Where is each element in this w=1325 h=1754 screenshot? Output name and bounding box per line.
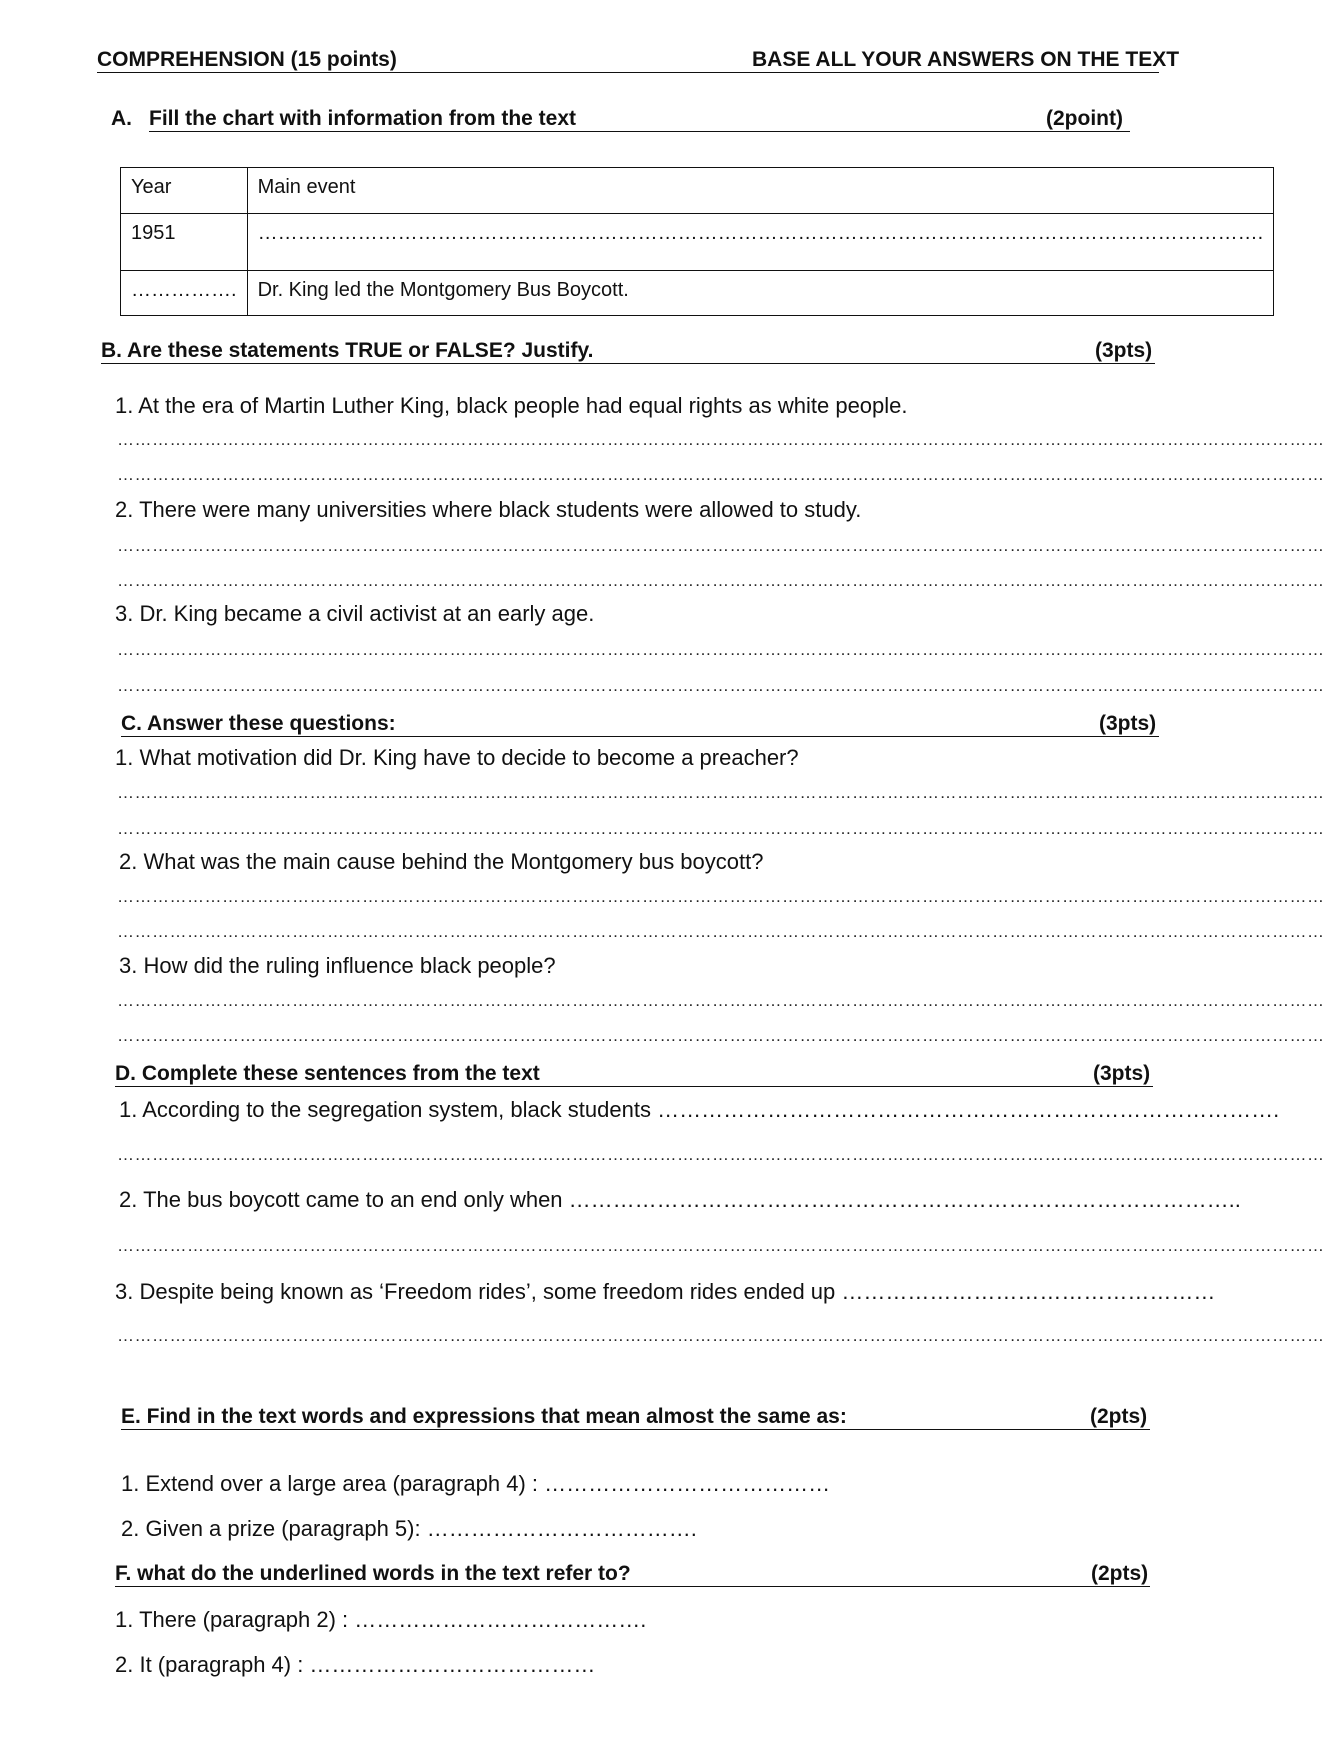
- answer-line[interactable]: ………………………………………………………………………………………………………………………………………………………………………………………: [117, 819, 1325, 838]
- section-b-title: B. Are these statements TRUE or FALSE? Justify.: [101, 339, 594, 362]
- section-f-points: (2pts): [1091, 1562, 1149, 1585]
- answer-line[interactable]: ………………………………………………………………………………………………………………………………………………………………………………………: [117, 1326, 1325, 1345]
- header-left: COMPREHENSION (15 points): [97, 48, 397, 71]
- answer-line[interactable]: ………………………………………………………………………………………………………………………………………………………………………………………: [117, 640, 1325, 659]
- section-f-title: F. what do the underlined words in the text refer to?: [115, 1562, 631, 1585]
- section-b-item-3: 3. Dr. King became a civil activist at an early age.: [115, 601, 595, 626]
- section-b-points: (3pts): [1095, 339, 1153, 362]
- section-e-item-1[interactable]: 1. Extend over a large area (paragraph 4) : …………………………………: [121, 1471, 831, 1496]
- answer-line[interactable]: ………………………………………………………………………………………………………………………………………………………………………………………: [117, 1145, 1325, 1164]
- section-c-underline: [121, 736, 1159, 737]
- section-b-item-2: 2. There were many universities where black students were allowed to study.: [115, 497, 862, 522]
- section-e-item-2[interactable]: 2. Given a prize (paragraph 5): ……………………………….: [121, 1516, 697, 1541]
- answer-line[interactable]: ………………………………………………………………………………………………………………………………………………………………………………………: [117, 1236, 1325, 1255]
- chart-header-event: Main event: [247, 168, 1274, 214]
- chart-table: [120, 167, 1274, 316]
- section-f-item-2[interactable]: 2. It (paragraph 4) : …………………………………: [115, 1652, 596, 1677]
- section-c-item-3: 3. How did the ruling influence black people?: [119, 953, 556, 978]
- section-c-item-1: 1. What motivation did Dr. King have to decide to become a preacher?: [115, 745, 799, 770]
- section-d-item-1[interactable]: 1. According to the segregation system, black students ………………………………………………………………………….: [119, 1097, 1280, 1122]
- section-b-item-1: 1. At the era of Martin Luther King, black people had equal rights as white people.: [115, 393, 908, 418]
- chart-row1-event[interactable]: …………………………………………………………………………………………………………………………………….: [247, 214, 1274, 271]
- section-d-item-3[interactable]: 3. Despite being known as ‘Freedom rides’, some freedom rides ended up ……………………………………………: [115, 1279, 1216, 1304]
- answer-line[interactable]: ………………………………………………………………………………………………………………………………………………………………………………………: [117, 465, 1325, 484]
- section-e-title: E. Find in the text words and expressions that mean almost the same as:: [121, 1405, 847, 1428]
- answer-line[interactable]: ………………………………………………………………………………………………………………………………………………………………………………………: [117, 676, 1325, 695]
- section-b-underline: [101, 363, 1155, 364]
- answer-line[interactable]: ………………………………………………………………………………………………………………………………………………………………………………………: [117, 430, 1325, 449]
- section-d-points: (3pts): [1093, 1062, 1151, 1085]
- answer-line[interactable]: ………………………………………………………………………………………………………………………………………………………………………………………: [117, 922, 1325, 941]
- chart-header-year: Year: [121, 168, 248, 214]
- section-e-underline: [121, 1429, 1150, 1430]
- chart-row1-year: 1951: [121, 214, 248, 271]
- section-f-item-1[interactable]: 1. There (paragraph 2) : ………………………………….: [115, 1607, 647, 1632]
- chart-row2-year[interactable]: …………….: [121, 271, 248, 316]
- section-e-points: (2pts): [1090, 1405, 1148, 1428]
- answer-line[interactable]: ………………………………………………………………………………………………………………………………………………………………………………………: [117, 571, 1325, 590]
- header-underline: [97, 72, 1159, 73]
- section-f-underline: [115, 1586, 1150, 1587]
- section-a-points: (2point): [1046, 107, 1123, 130]
- section-a-marker: A.: [111, 107, 132, 130]
- section-d-underline: [115, 1086, 1153, 1087]
- answer-line[interactable]: ………………………………………………………………………………………………………………………………………………………………………………………: [117, 1026, 1325, 1045]
- section-c-item-2: 2. What was the main cause behind the Montgomery bus boycott?: [119, 849, 764, 874]
- section-c-points: (3pts): [1099, 712, 1157, 735]
- answer-line[interactable]: ………………………………………………………………………………………………………………………………………………………………………………………: [117, 887, 1325, 906]
- answer-line[interactable]: ………………………………………………………………………………………………………………………………………………………………………………………: [117, 991, 1325, 1010]
- section-a-title: Fill the chart with information from the text: [149, 107, 577, 130]
- chart-row2-event: Dr. King led the Montgomery Bus Boycott.: [247, 271, 1274, 316]
- section-d-title: D. Complete these sentences from the text: [115, 1062, 540, 1085]
- answer-line[interactable]: ………………………………………………………………………………………………………………………………………………………………………………………: [117, 536, 1325, 555]
- section-a-underline: [149, 131, 1130, 132]
- section-c-title: C. Answer these questions:: [121, 712, 396, 735]
- answer-line[interactable]: ………………………………………………………………………………………………………………………………………………………………………………………: [117, 783, 1325, 802]
- section-d-item-2[interactable]: 2. The bus boycott came to an end only when ………………………………………………………………………………..: [119, 1187, 1241, 1212]
- header-right: BASE ALL YOUR ANSWERS ON THE TEXT: [752, 48, 1180, 71]
